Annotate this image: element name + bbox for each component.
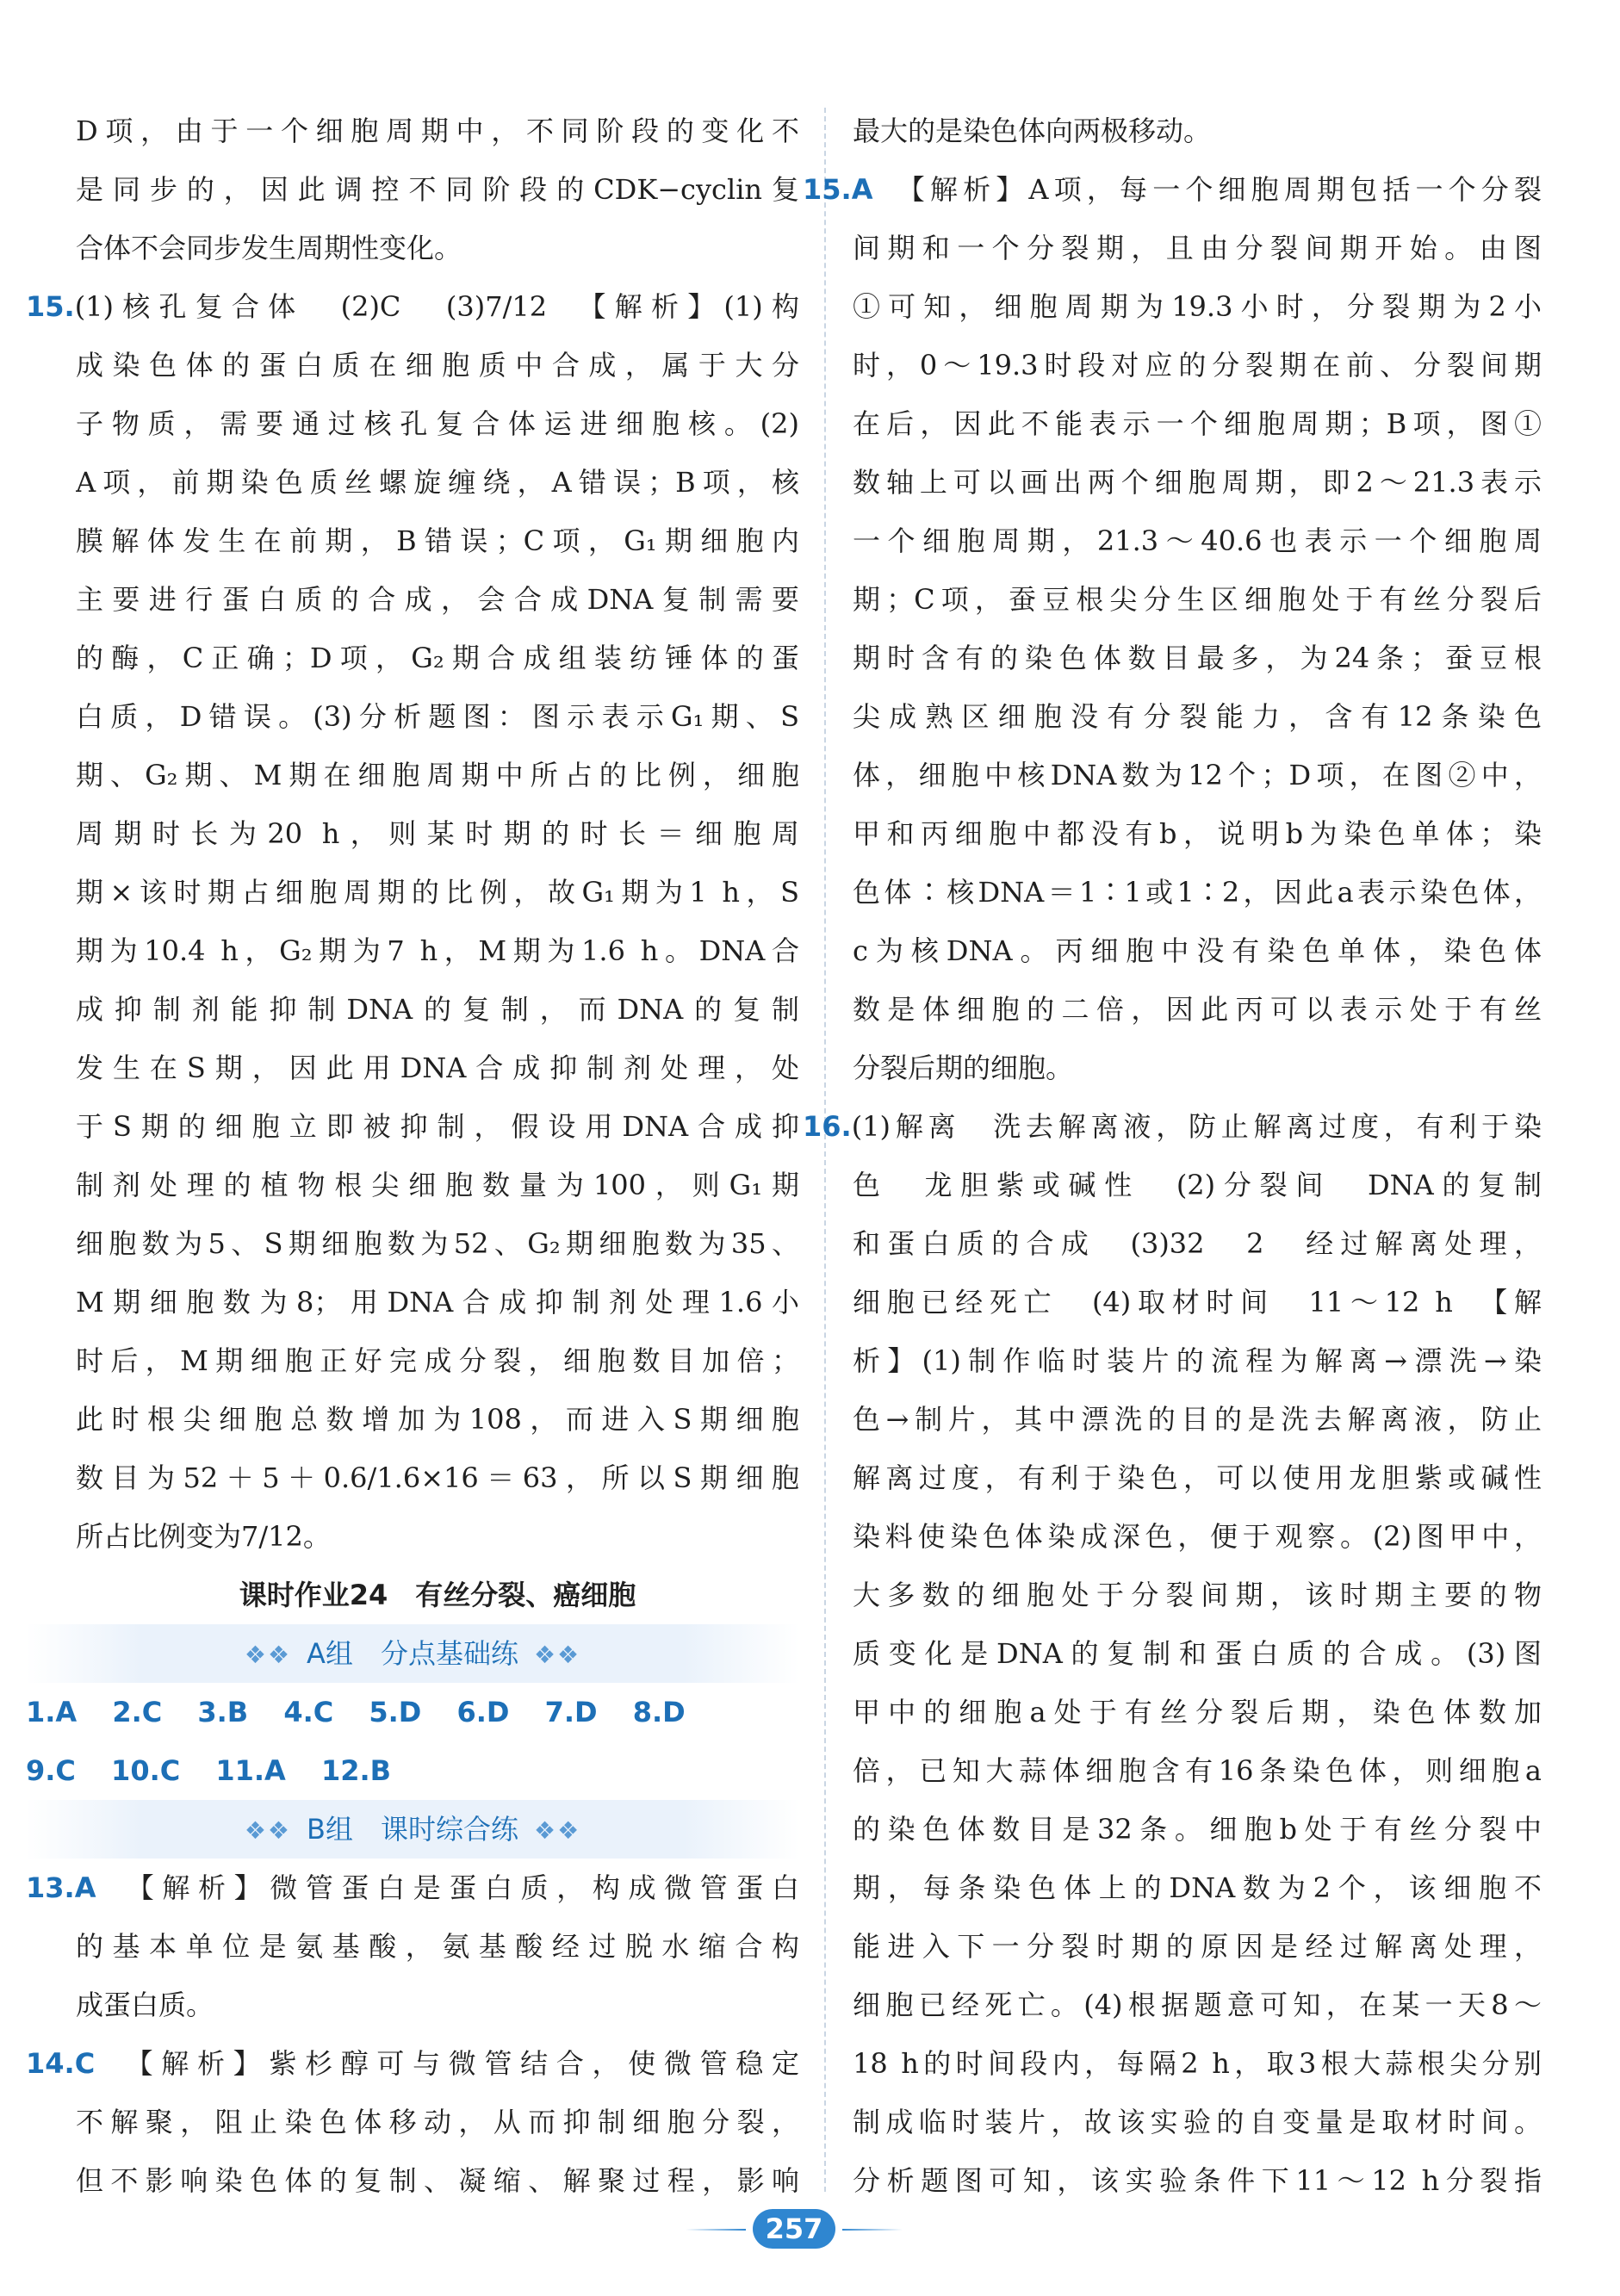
- text-line: 分析题图可知，该实验条件下11～12 h分裂指: [853, 2164, 1542, 2197]
- answer-item: 5.D: [369, 1696, 422, 1728]
- text-line: 期、G₂期、M期在细胞周期中所占的比例，细胞: [76, 759, 799, 791]
- text-line: 最大的是染色体向两极移动。: [853, 115, 1212, 147]
- answer-13: [26, 1859, 799, 2034]
- text-line: M期细胞数为8；用DNA合成抑制剂处理1.6小: [76, 1286, 799, 1319]
- text-line: 尖成熟区细胞没有分裂能力，含有12条染色: [853, 700, 1542, 733]
- text-line: 能进入下一分裂时期的原因是经过解离处理，: [853, 1930, 1542, 1963]
- answer-item: 10.C: [111, 1754, 181, 1787]
- text-line: 倍，已知大蒜体细胞含有16条染色体，则细胞a: [853, 1754, 1542, 1787]
- group-a-header: [26, 1624, 799, 1683]
- text-line: 膜解体发生在前期，B错误；C项，G₁期细胞内: [76, 524, 799, 557]
- answer-item: 6.D: [456, 1696, 510, 1728]
- text-line: 期，每条染色体上的DNA数为2个，该细胞不: [853, 1871, 1542, 1904]
- text-line: 此时根尖细胞总数增加为108，而进入S期细胞: [76, 1403, 799, 1436]
- text-line: 周期时长为20 h，则某时期的时长＝细胞周: [76, 817, 799, 850]
- text-line: 细胞已经死亡 (4)取材时间 11～12 h 【解: [853, 1286, 1542, 1319]
- text-line: 主要进行蛋白质的合成，会合成DNA复制需要: [76, 583, 799, 616]
- answer-first-line: [803, 160, 1542, 219]
- text-line: 成抑制剂能抑制DNA的复制，而DNA的复制: [76, 993, 799, 1026]
- answer-15-left: [26, 277, 799, 1566]
- text-line: 不解聚，阻止染色体移动，从而抑制细胞分裂，: [76, 2106, 799, 2138]
- text-line: 解离过度，有利于染色，可以使用龙胆紫或碱性: [853, 1461, 1542, 1494]
- left-column: [26, 102, 799, 2210]
- left-continuation: [76, 102, 799, 277]
- answer-item: 8.D: [632, 1696, 686, 1728]
- diamond-ornament-icon: ❖❖: [244, 1816, 292, 1845]
- text-line: 成染色体的蛋白质在细胞质中合成，属于大分: [76, 349, 799, 382]
- text-line: 子物质，需要通过核孔复合体运进细胞核。(2): [76, 407, 799, 440]
- question-number: 14.C: [26, 2047, 96, 2080]
- text-line: 色体∶核DNA＝1∶1或1∶2，因此a表示染色体，: [853, 876, 1542, 909]
- text-line: 数是体细胞的二倍，因此丙可以表示处于有丝: [853, 993, 1542, 1026]
- answer-item: 9.C: [26, 1754, 76, 1787]
- answer-text: 【解析】微管蛋白是蛋白质，构成微管蛋白: [140, 1871, 799, 1904]
- text-line: 18 h的时间段内，每隔2 h，取3根大蒜根尖分别: [853, 2047, 1542, 2080]
- text-line: 于S期的细胞立即被抑制，假设用DNA合成抑: [76, 1110, 799, 1143]
- text-line: 色→制片，其中漂洗的目的是洗去解离液，防止: [853, 1403, 1542, 1436]
- answer-text: 【解析】A项，每一个细胞周期包括一个分裂: [910, 173, 1542, 206]
- answer-first-line: [26, 277, 799, 336]
- text-line: 甲中的细胞a处于有丝分裂后期，染色体数加: [853, 1696, 1542, 1728]
- text-line: D项，由于一个细胞周期中，不同阶段的变化不: [76, 115, 799, 147]
- answer-item: 1.A: [26, 1696, 78, 1728]
- text-line: 色 龙胆紫或碱性 (2)分裂间 DNA的复制: [853, 1169, 1542, 1201]
- answer-item: 12.B: [320, 1754, 392, 1787]
- question-number: 15.A: [803, 173, 873, 206]
- group-a-label: A组 分点基础练: [307, 1637, 518, 1670]
- right-column: [803, 102, 1542, 2210]
- text-line: 的基本单位是氨基酸，氨基酸经过脱水缩合构: [76, 1930, 799, 1963]
- text-line: 白质，D错误。(3)分析题图：图示表示G₁期、S: [76, 700, 799, 733]
- answer-text: (1)核孔复合体 (2)C (3)7/12 【解析】(1)构: [74, 290, 799, 323]
- diamond-ornament-icon: ❖❖: [533, 1641, 581, 1669]
- question-number: 16.: [803, 1110, 852, 1143]
- answer-text: (1)解离 洗去解离液，防止解离过度，有利于染: [851, 1110, 1542, 1143]
- text-line: c为核DNA。丙细胞中没有染色单体，染色体: [853, 934, 1542, 967]
- text-line: 和蛋白质的合成 (3)32 2 经过解离处理，: [853, 1227, 1542, 1260]
- text-line: 成蛋白质。: [76, 1989, 214, 2021]
- answer-row: [26, 1741, 799, 1800]
- page-number-ornament-left: [686, 2229, 746, 2231]
- answer-first-line: [803, 1097, 1542, 1156]
- page-number-ornament-right: [842, 2229, 903, 2231]
- page-number: 257: [753, 2209, 835, 2249]
- text-line: 的酶，C正确；D项，G₂期合成组装纺锤体的蛋: [76, 642, 799, 674]
- text-line: 的染色体数目是32条。细胞b处于有丝分裂中: [853, 1813, 1542, 1846]
- text-line: 是同步的，因此调控不同阶段的CDK−cyclin复: [76, 173, 799, 206]
- text-line: 制成临时装片，故该实验的自变量是取材时间。: [853, 2106, 1542, 2138]
- text-line: 分裂后期的细胞。: [853, 1052, 1074, 1084]
- answer-item: 2.C: [112, 1696, 163, 1728]
- text-line: 但不影响染色体的复制、凝缩、解聚过程，影响: [76, 2164, 799, 2197]
- text-line: 细胞数为5、S期细胞数为52、G₂期细胞数为35、: [76, 1227, 799, 1260]
- text-line: A项，前期染色质丝螺旋缠绕，A错误；B项，核: [76, 466, 799, 499]
- text-line: 制剂处理的植物根尖细胞数量为100，则G₁期: [76, 1169, 799, 1201]
- text-line: 大多数的细胞处于分裂间期，该时期主要的物: [853, 1579, 1542, 1611]
- answer-first-line: [26, 2034, 799, 2093]
- group-b-label: B组 课时综合练: [307, 1813, 518, 1846]
- text-line: 所占比例变为7/12。: [76, 1520, 331, 1553]
- group-b-header: [26, 1800, 799, 1859]
- text-line: 时后，M期细胞正好完成分裂，细胞数目加倍；: [76, 1344, 799, 1377]
- text-line: 合体不会同步发生周期性变化。: [76, 232, 462, 264]
- answer-row: [26, 1683, 799, 1741]
- text-line: 细胞已经死亡。(4)根据题意可知，在某一天8～: [853, 1989, 1542, 2021]
- question-number: 15.: [26, 290, 75, 323]
- answer-first-line: [26, 1859, 799, 1917]
- answer-item: 11.A: [215, 1754, 286, 1787]
- section-title: 课时作业24 有丝分裂、癌细胞: [239, 1579, 636, 1611]
- text-line: ①可知，细胞周期为19.3小时，分裂期为2小: [853, 290, 1542, 323]
- text-line: 甲和丙细胞中都没有b，说明b为染色单体；染: [853, 817, 1542, 850]
- text-line: 质变化是DNA的复制和蛋白质的合成。(3)图: [853, 1637, 1542, 1670]
- text-line: 期×该时期占细胞周期的比例，故G₁期为1 h，S: [76, 876, 799, 909]
- text-line: 间期和一个分裂期，且由分裂间期开始。由图: [853, 232, 1542, 264]
- text-line: 期为10.4 h，G₂期为7 h，M期为1.6 h。DNA合: [76, 934, 799, 967]
- text-line: 期时含有的染色体数目最多，为24条；蚕豆根: [853, 642, 1542, 674]
- text-line: 析】(1)制作临时装片的流程为解离→漂洗→染: [853, 1344, 1542, 1377]
- answer-14: [26, 2034, 799, 2210]
- answer-15-right: [803, 160, 1542, 1097]
- text-line: 染料使染色体染成深色，便于观察。(2)图甲中，: [853, 1520, 1542, 1553]
- diamond-ornament-icon: ❖❖: [533, 1816, 581, 1845]
- text-line: 发生在S期，因此用DNA合成抑制剂处理，处: [76, 1052, 799, 1084]
- answer-item: 3.B: [197, 1696, 249, 1728]
- text-line: 体，细胞中核DNA数为12个；D项，在图②中，: [853, 759, 1542, 791]
- text-line: 时，0～19.3时段对应的分裂期在前、分裂间期: [853, 349, 1542, 382]
- answer-item: 7.D: [544, 1696, 598, 1728]
- answer-16: [803, 1097, 1542, 2210]
- question-number: 13.A: [26, 1871, 96, 1904]
- text-line: 期；C项，蚕豆根尖分生区细胞处于有丝分裂后: [853, 583, 1542, 616]
- text-line: 数目为52＋5＋0.6/1.6×16＝63，所以S期细胞: [76, 1461, 799, 1494]
- answer-item: 4.C: [283, 1696, 334, 1728]
- diamond-ornament-icon: ❖❖: [244, 1641, 292, 1669]
- text-line: 一个细胞周期，21.3～40.6也表示一个细胞周: [853, 524, 1542, 557]
- answer-text: 【解析】紫杉醇可与微管结合，使微管稳定: [139, 2047, 799, 2080]
- text-line: 在后，因此不能表示一个细胞周期；B项，图①: [853, 407, 1542, 440]
- text-line: 数轴上可以画出两个细胞周期，即2～21.3表示: [853, 466, 1542, 499]
